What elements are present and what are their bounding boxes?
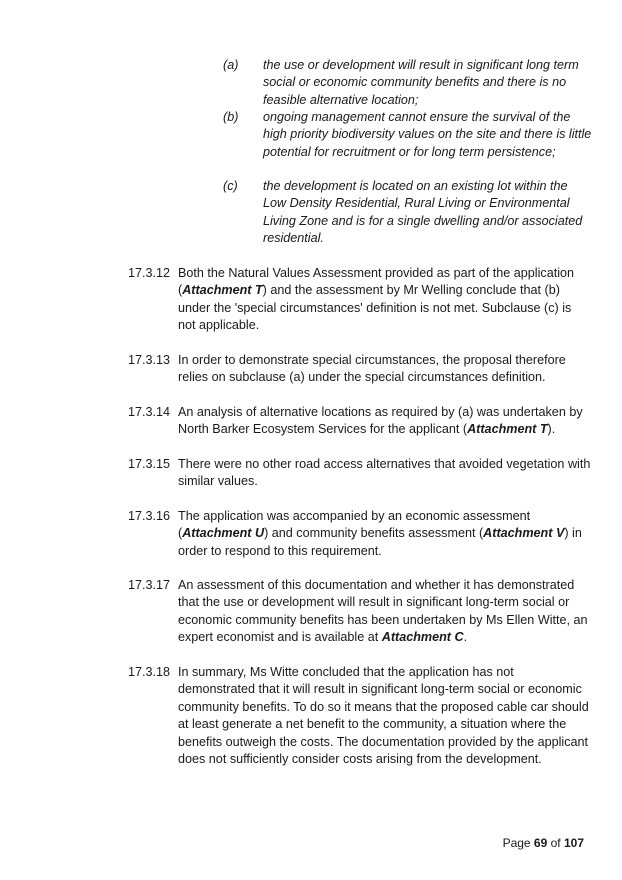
paragraph-text: Both the Natural Values Assessment provided as part of the application (Attachment T) and the assessment by Mr Welling conclude that (b) under the 'special circumstances' definition is not met. Subclause (c) is not applicable.: [178, 266, 575, 333]
paragraph-number: 17.3.18: [128, 665, 171, 679]
paragraph-text: In summary, Ms Witte concluded that the application has not demonstrated that it will result in significant long-term social or economic community benefits. To do so it means that the proposed cable car should at least generate a net benefit to the community, a situation where the benefits outweigh the costs. The documentation provided by the applicant does not sufficiently consider costs arising from the development.: [178, 665, 589, 767]
paragraph-17-3-15: [128, 456, 592, 491]
paragraph-number: 17.3.13: [128, 353, 171, 367]
paragraph-17-3-17: [128, 577, 592, 647]
subclause-a: [223, 57, 593, 109]
page-number-footer: Page 69 of 107: [502, 836, 584, 850]
paragraph-number: 17.3.16: [128, 509, 171, 523]
paragraph-17-3-16: [128, 508, 592, 560]
subclause-label: (c): [223, 179, 238, 193]
paragraph-number: 17.3.15: [128, 457, 171, 471]
paragraph-text: The application was accompanied by an economic assessment (Attachment U) and community benefits assessment (Attachment V) in order to respond to this requirement.: [178, 509, 582, 558]
paragraph-17-3-13: [128, 352, 592, 387]
paragraph-17-3-14: [128, 404, 592, 439]
subclause-label: (b): [223, 110, 239, 124]
paragraph-text: An analysis of alternative locations as required by (a) was undertaken by North Barker Ecosystem Services for the applicant (Attachment T).: [178, 405, 583, 437]
attachment-reference: Attachment V: [483, 526, 565, 541]
subclause-label: (a): [223, 58, 239, 72]
paragraph-number: 17.3.12: [128, 266, 171, 280]
subclause-c: [223, 178, 593, 248]
paragraph-17-3-12: [128, 265, 592, 335]
current-page-number: 69: [533, 836, 548, 850]
paragraph-number: 17.3.14: [128, 405, 171, 419]
paragraph-text: An assessment of this documentation and whether it has demonstrated that the use or development will result in significant long-term social or economic community benefits has been undertaken by Ms Ellen Witte, an expert economist and is available at Attachment C.: [178, 578, 588, 645]
paragraph-text: There were no other road access alternatives that avoided vegetation with similar values.: [178, 457, 591, 489]
subclause-text: ongoing management cannot ensure the survival of the high priority biodiversity values on the site and there is little potential for recruitment or for long term persistence;: [263, 110, 592, 159]
total-page-count: 107: [563, 836, 584, 850]
attachment-reference: Attachment T: [467, 422, 548, 437]
attachment-reference: Attachment C: [381, 630, 464, 645]
subclause-text: the development is located on an existing lot within the Low Density Residential, Rural Living or Environmental Living Zone and is for a single dwelling and/or associated residential.: [263, 179, 583, 246]
paragraph-17-3-18: [128, 664, 592, 768]
attachment-reference: Attachment U: [182, 526, 265, 541]
attachment-reference: Attachment T: [182, 283, 263, 298]
subclause-b: [223, 109, 593, 161]
paragraph-text: In order to demonstrate special circumstances, the proposal therefore relies on subclause (a) under the special circumstances definition.: [178, 353, 566, 385]
subclause-text: the use or development will result in significant long term social or economic community benefits and there is no feasible alternative location;: [263, 58, 579, 107]
paragraph-number: 17.3.17: [128, 578, 171, 592]
